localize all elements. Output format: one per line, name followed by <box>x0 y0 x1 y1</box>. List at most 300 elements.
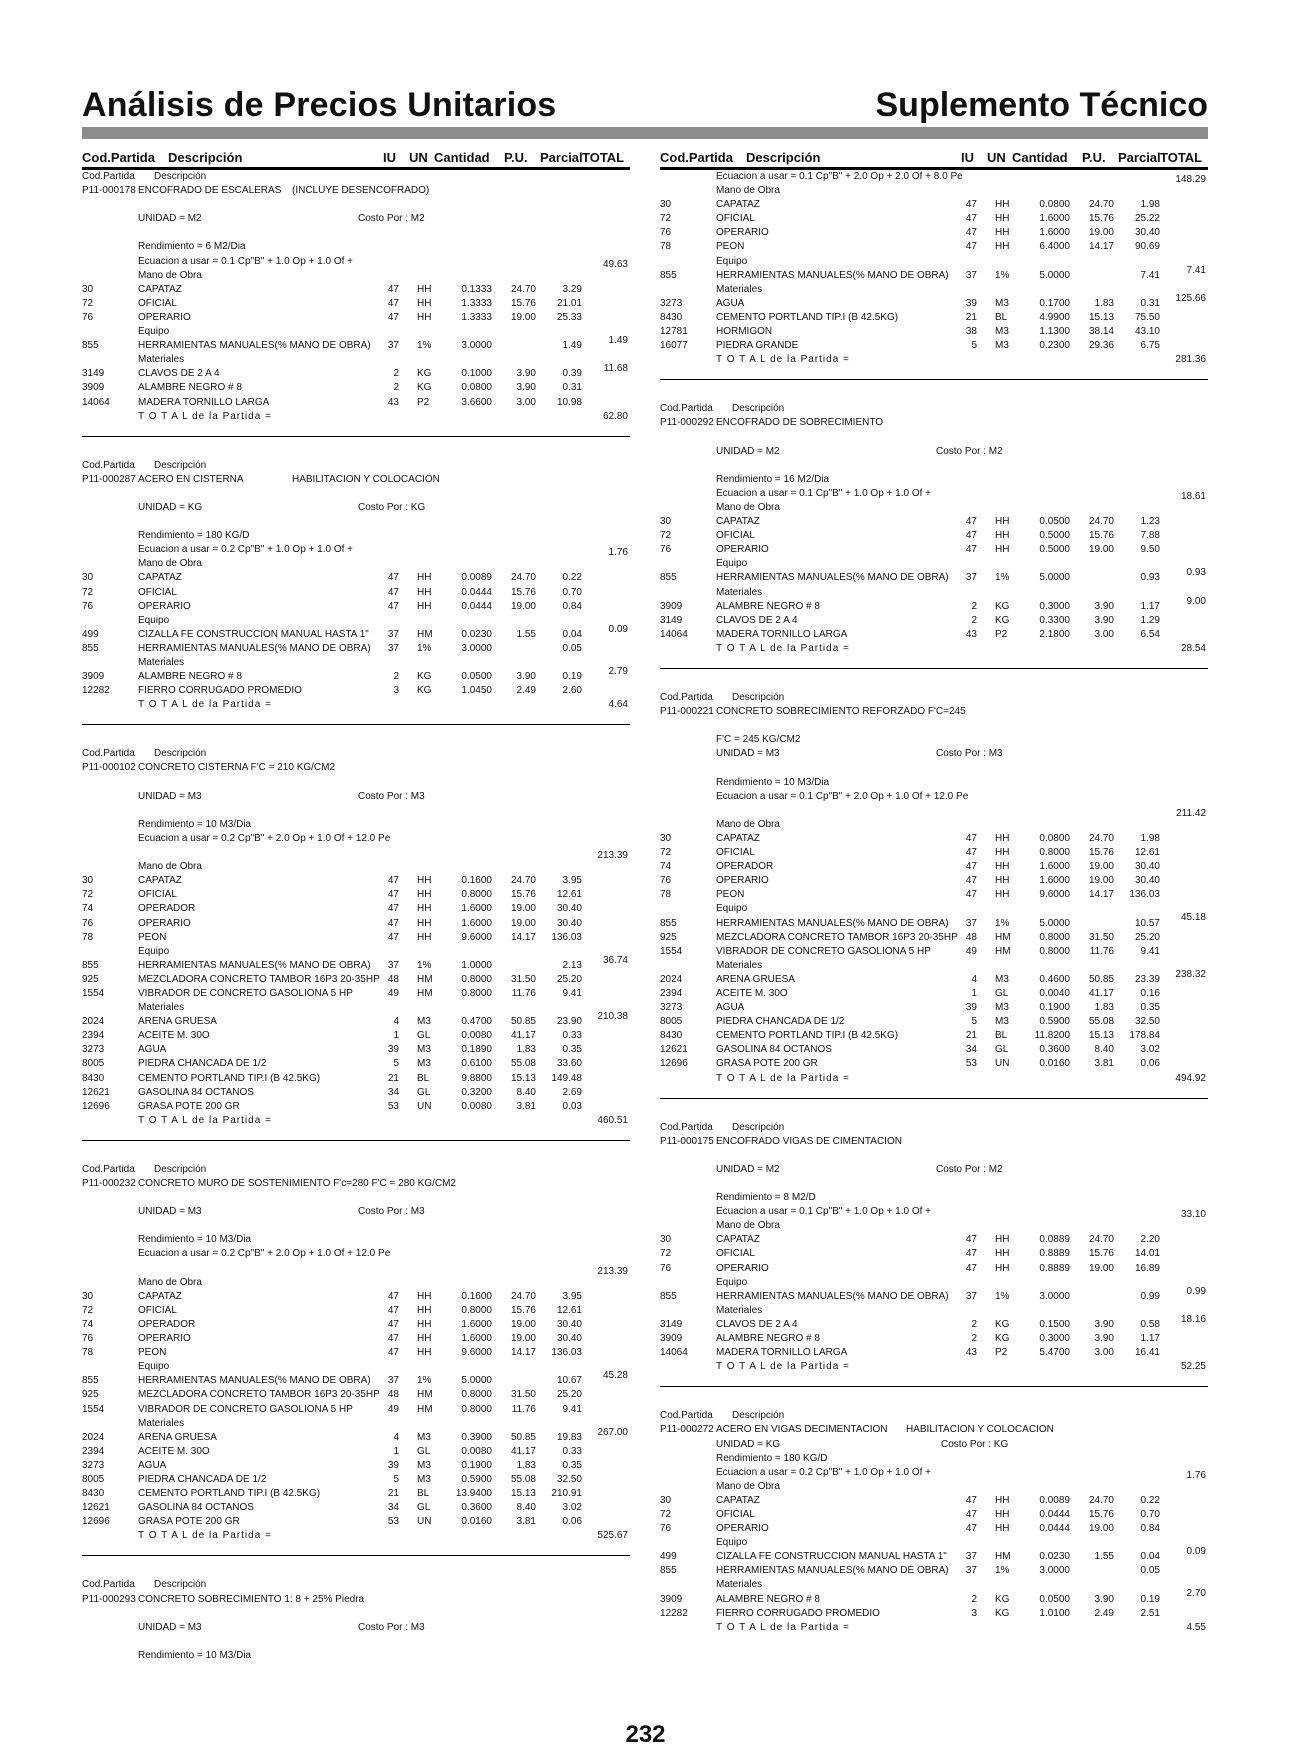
item-row <box>660 515 1208 529</box>
rendimiento-line <box>82 240 630 254</box>
section-label: Materiales <box>138 657 185 668</box>
item-unit-price: 31.50 <box>1088 931 1114 943</box>
item-quantity: 0.0500 <box>1039 1593 1070 1605</box>
item-code: 1554 <box>82 1403 105 1415</box>
item-description: HERRAMIENTAS MANUALES(% MANO DE OBRA) <box>716 572 949 584</box>
item-code: 12621 <box>82 1086 110 1098</box>
item-iu: 39 <box>387 1044 399 1056</box>
item-description: OPERARIO <box>716 1262 769 1274</box>
item-unit: 1% <box>417 959 432 971</box>
partida-block <box>82 747 630 1141</box>
item-partial: 178.84 <box>1129 1030 1160 1042</box>
item-iu: 47 <box>965 544 977 556</box>
item-unit-price: 15.76 <box>1088 530 1114 542</box>
item-description: GASOLINA 84 OCTANOS <box>138 1502 254 1514</box>
item-code: 72 <box>82 586 94 598</box>
item-iu: 47 <box>965 1494 977 1506</box>
spacer <box>660 1177 1208 1191</box>
item-partial: 1.98 <box>1140 832 1160 844</box>
item-unit: M3 <box>995 973 1009 985</box>
partida-name: CONCRETO MURO DE SOSTENIMIENTO F'c=280 F'C = 280 KG/CM2 <box>138 1178 456 1189</box>
spacer <box>82 846 630 860</box>
spacer <box>660 431 1208 445</box>
rendimiento-text: Ecuacion a usar = 0.1 Cp"B" + 2.0 Op + 2.0 Of + 8.0 Pe <box>716 171 963 182</box>
item-iu: 47 <box>387 1318 399 1330</box>
item-quantity: 0.8000 <box>461 987 492 999</box>
cod-label: Cod.Partida <box>82 171 135 182</box>
item-quantity: 1.6000 <box>1039 861 1070 873</box>
item-unit: 1% <box>995 572 1010 584</box>
item-code: 855 <box>660 1290 677 1302</box>
item-partial: 30.40 <box>556 903 582 915</box>
item-partial: 10.57 <box>1134 917 1160 929</box>
item-description: ACEITE M. 30O <box>138 1030 210 1042</box>
section-label: Materiales <box>138 1417 185 1429</box>
item-row <box>82 959 630 973</box>
cod-label: Cod.Partida <box>82 1163 135 1175</box>
spacer <box>660 761 1208 775</box>
partida-total-row <box>660 642 1208 656</box>
item-quantity: 0.3600 <box>461 1502 492 1514</box>
col-parcial-label: Parcial <box>540 150 583 165</box>
item-quantity: 0.8000 <box>461 973 492 985</box>
col-parcial-label: Parcial <box>1118 150 1161 165</box>
item-quantity: 0.0800 <box>1039 832 1070 844</box>
item-unit: GL <box>417 1030 431 1042</box>
rendimiento-text: Ecuacion a usar = 0.2 Cp"B" + 2.0 Op + 1.0 Of + 12.0 Pe <box>138 832 391 844</box>
item-partial: 10.98 <box>556 396 582 408</box>
item-quantity: 0.0160 <box>461 1516 492 1528</box>
item-partial: 1.23 <box>1140 516 1160 528</box>
section-label: Mano de Obra <box>716 185 780 197</box>
item-unit-price: 3.00 <box>1094 1347 1114 1359</box>
item-unit: HH <box>995 832 1010 844</box>
item-row <box>82 1318 630 1332</box>
item-row <box>82 1445 630 1459</box>
item-iu: 37 <box>965 1565 977 1577</box>
item-row <box>660 1001 1208 1015</box>
item-description: ALAMBRE NEGRO # 8 <box>716 600 820 612</box>
item-description: OFICIAL <box>138 297 177 309</box>
item-partial: 0.35 <box>1140 1002 1160 1014</box>
spacer <box>660 719 1208 733</box>
section-label: Materiales <box>138 354 185 366</box>
item-description: CAPATAZ <box>716 1234 760 1246</box>
item-unit: HM <box>417 1389 433 1401</box>
item-description: OPERADOR <box>138 903 196 915</box>
item-code: 76 <box>660 1523 672 1535</box>
item-row <box>660 931 1208 945</box>
section-label: Equipo <box>716 255 748 267</box>
cost-section <box>660 807 1208 903</box>
item-unit-price: 15.13 <box>510 1072 536 1084</box>
partida-title <box>82 473 630 487</box>
cod-label: Cod.Partida <box>660 1121 713 1133</box>
item-description: HORMIGON <box>716 326 773 338</box>
item-unit: GL <box>417 1502 431 1514</box>
item-unit: P2 <box>995 628 1008 640</box>
item-code: 14064 <box>660 1347 688 1359</box>
rendimiento-text: Rendimiento = 10 M3/Dia <box>138 1649 252 1661</box>
item-iu: 47 <box>965 861 977 873</box>
item-code: 3909 <box>82 382 105 394</box>
item-partial: 0.70 <box>562 586 582 598</box>
item-description: AGUA <box>716 1002 745 1014</box>
item-row <box>660 628 1208 642</box>
item-quantity: 0.1000 <box>461 368 492 380</box>
item-code: 855 <box>660 572 677 584</box>
item-quantity: 0.0080 <box>461 1030 492 1042</box>
item-unit: KG <box>995 1607 1010 1619</box>
item-partial: 12.61 <box>556 1304 582 1316</box>
item-row <box>82 1057 630 1071</box>
item-code: 72 <box>660 530 672 542</box>
item-description: OPERADOR <box>138 1318 196 1330</box>
section-total: 213.39 <box>597 1265 628 1277</box>
item-unit-price: 3.90 <box>1094 600 1114 612</box>
item-unit: KG <box>995 1593 1010 1605</box>
item-unit: HH <box>995 530 1010 542</box>
item-quantity: 2.1800 <box>1039 628 1070 640</box>
item-row <box>660 198 1208 212</box>
section-header <box>82 850 630 874</box>
item-code: 2394 <box>82 1445 105 1457</box>
item-row <box>82 874 630 888</box>
item-quantity: 0.0080 <box>461 1100 492 1112</box>
item-unit: M3 <box>995 340 1009 352</box>
partida-total-row <box>82 1529 630 1543</box>
spacer <box>82 1219 630 1233</box>
item-code: 76 <box>82 311 94 323</box>
item-code: 855 <box>660 1565 677 1577</box>
section-label: Mano de Obra <box>716 1220 780 1232</box>
item-unit: HH <box>995 875 1010 887</box>
item-unit: HH <box>995 213 1010 225</box>
item-code: 72 <box>82 889 94 901</box>
item-iu: 4 <box>393 1431 399 1443</box>
item-iu: 38 <box>965 326 977 338</box>
item-description: CEMENTO PORTLAND TIP.I (B 42.5KG) <box>716 311 899 323</box>
item-partial: 10.67 <box>556 1375 582 1387</box>
item-row <box>82 1072 630 1086</box>
section-total: 2.70 <box>1186 1588 1206 1600</box>
item-quantity: 0.5900 <box>461 1473 492 1485</box>
item-partial: 9.41 <box>1140 945 1160 957</box>
item-row <box>82 917 630 931</box>
partida-total-row <box>660 1360 1208 1374</box>
partida-total-row <box>660 1621 1208 1635</box>
item-quantity: 11.8200 <box>1034 1030 1070 1042</box>
item-unit: M3 <box>995 297 1009 309</box>
item-code: 925 <box>660 931 677 943</box>
item-code: 855 <box>660 269 677 281</box>
partida-total: 525.67 <box>597 1530 628 1542</box>
item-description: HERRAMIENTAS MANUALES(% MANO DE OBRA) <box>716 1565 949 1577</box>
item-description: GRASA POTE 200 GR <box>138 1100 240 1112</box>
cost-section <box>82 1360 630 1416</box>
item-unit-price: 19.00 <box>1088 544 1114 556</box>
item-row <box>660 1564 1208 1578</box>
item-partial: 0.33 <box>562 1445 582 1457</box>
section-label: Mano de Obra <box>138 269 202 281</box>
item-unit: 1% <box>417 1375 432 1387</box>
item-iu: 2 <box>393 368 399 380</box>
item-description: AGUA <box>138 1459 167 1471</box>
item-row <box>660 543 1208 557</box>
costo-por: Costo Por : M3 <box>358 1206 425 1218</box>
item-row <box>82 396 630 410</box>
col-un-label: UN <box>409 150 428 165</box>
partida-title <box>82 761 630 775</box>
item-iu: 47 <box>387 1347 399 1359</box>
item-partial: 149.48 <box>551 1072 582 1084</box>
item-description: PIEDRA CHANCADA DE 1/2 <box>138 1473 267 1485</box>
costo-por: Costo Por : KG <box>941 1438 1009 1450</box>
item-description: CEMENTO PORTLAND TIP.I (B 42.5KG) <box>716 1030 899 1042</box>
item-quantity: 0.3600 <box>1039 1044 1070 1056</box>
item-quantity: 0.8000 <box>1039 931 1070 943</box>
item-code: 30 <box>660 199 672 211</box>
item-description: CIZALLA FE CONSTRUCCION MANUAL HASTA 1" <box>716 1551 947 1563</box>
item-iu: 37 <box>965 1551 977 1563</box>
unidad: UNIDAD = M2 <box>716 1163 780 1175</box>
section-label: Mano de Obra <box>138 861 202 873</box>
item-unit-price: 24.70 <box>1088 516 1114 528</box>
item-description: CAPATAZ <box>138 1290 182 1302</box>
item-iu: 5 <box>971 340 977 352</box>
item-row <box>660 1332 1208 1346</box>
item-unit: P2 <box>417 396 430 408</box>
item-unit-price: 14.17 <box>1088 889 1114 901</box>
rendimiento-line <box>82 1233 630 1247</box>
item-quantity: 0.3900 <box>461 1431 492 1443</box>
section-total: 213.39 <box>597 850 628 862</box>
section-label: Materiales <box>716 1579 763 1591</box>
item-description: HERRAMIENTAS MANUALES(% MANO DE OBRA) <box>138 340 371 352</box>
section-total: 1.76 <box>1186 1469 1206 1481</box>
cost-section <box>660 557 1208 585</box>
item-iu: 48 <box>387 973 399 985</box>
item-quantity: 3.0000 <box>461 642 492 654</box>
partida-title <box>660 1423 1208 1437</box>
item-unit: KG <box>995 1318 1010 1330</box>
item-unit: KG <box>417 685 432 697</box>
item-code: 12696 <box>82 1100 110 1112</box>
item-unit: UN <box>995 1058 1010 1070</box>
item-iu: 53 <box>387 1100 399 1112</box>
item-code: 12282 <box>82 685 110 697</box>
item-unit: GL <box>417 1445 431 1457</box>
item-partial: 2.51 <box>1140 1607 1160 1619</box>
item-iu: 4 <box>393 1016 399 1028</box>
item-code: 12781 <box>660 326 688 338</box>
item-unit: 1% <box>995 1290 1010 1302</box>
item-description: OPERARIO <box>716 544 769 556</box>
unidad-line <box>82 1205 630 1219</box>
item-unit-price: 3.00 <box>516 396 536 408</box>
item-unit-price: 31.50 <box>510 1389 536 1401</box>
partida-block <box>660 1409 1208 1635</box>
item-description: MEZCLADORA CONCRETO TAMBOR 16P3 20-35HP <box>716 931 958 943</box>
item-code: 3909 <box>660 600 683 612</box>
item-unit-price: 29.36 <box>1088 340 1114 352</box>
unidad: UNIDAD = M3 <box>138 790 202 802</box>
item-row <box>82 902 630 916</box>
item-partial: 0.19 <box>1140 1593 1160 1605</box>
partida-labels <box>660 691 1208 705</box>
item-unit-price: 11.76 <box>511 987 536 999</box>
item-code: 1554 <box>660 945 683 957</box>
item-row <box>82 1332 630 1346</box>
item-unit-price: 41.17 <box>1088 987 1114 999</box>
item-unit-price: 50.85 <box>510 1016 536 1028</box>
item-description: CAPATAZ <box>716 832 760 844</box>
item-unit-price: 3.90 <box>516 368 536 380</box>
item-row <box>82 339 630 353</box>
item-code: 2024 <box>82 1431 105 1443</box>
item-unit: HH <box>417 1318 432 1330</box>
item-row <box>82 1403 630 1417</box>
item-iu: 47 <box>965 847 977 859</box>
costo-por: Costo Por : M2 <box>936 1163 1003 1175</box>
item-description: OPERARIO <box>138 311 191 323</box>
item-description: PEON <box>716 241 745 253</box>
item-code: 76 <box>660 875 672 887</box>
section-total: 49.63 <box>602 258 628 270</box>
item-quantity: 6.4000 <box>1039 241 1070 253</box>
item-partial: 0.84 <box>1140 1523 1160 1535</box>
item-partial: 210.91 <box>551 1488 582 1500</box>
item-row <box>660 1550 1208 1564</box>
item-unit: HM <box>995 945 1011 957</box>
item-unit-price: 15.13 <box>510 1488 536 1500</box>
item-row <box>660 1346 1208 1360</box>
item-unit: P2 <box>995 1347 1008 1359</box>
item-row <box>82 1487 630 1501</box>
item-row <box>82 670 630 684</box>
item-code: 78 <box>82 1347 94 1359</box>
total-label: T O T A L de la Partida = <box>138 699 272 711</box>
item-unit-price: 3.90 <box>1094 614 1114 626</box>
item-description: VIBRADOR DE CONCRETO GASOLIONA 5 HP <box>716 945 931 957</box>
item-unit: HH <box>995 1234 1010 1246</box>
item-code: 16077 <box>660 340 688 352</box>
item-unit: 1% <box>417 340 432 352</box>
partida-total: 28.54 <box>1180 642 1206 654</box>
item-unit-price: 24.70 <box>1088 1234 1114 1246</box>
item-unit: M3 <box>417 1058 431 1070</box>
item-partial: 7.88 <box>1140 530 1160 542</box>
item-iu: 47 <box>965 1248 977 1260</box>
item-row <box>82 642 630 656</box>
item-quantity: 0.4700 <box>461 1016 492 1028</box>
item-description: VIBRADOR DE CONCRETO GASOLIONA 5 HP <box>138 987 353 999</box>
item-row <box>82 367 630 381</box>
item-quantity: 3.0000 <box>1039 1290 1070 1302</box>
item-description: ARENA GRUESA <box>716 973 795 985</box>
item-code: 30 <box>660 1494 672 1506</box>
partida-block <box>660 170 1208 380</box>
cost-section <box>82 850 630 945</box>
item-unit-price: 11.76 <box>1089 945 1114 957</box>
item-quantity: 0.5000 <box>1039 530 1070 542</box>
item-code: 925 <box>82 973 99 985</box>
partida-title <box>660 705 1208 719</box>
item-code: 12696 <box>660 1058 688 1070</box>
item-unit: HM <box>995 931 1011 943</box>
rendimiento-text: Ecuacion a usar = 0.1 Cp"B" + 1.0 Op + 1.0 Of + <box>716 1206 932 1218</box>
item-row <box>82 283 630 297</box>
cost-section <box>82 614 630 656</box>
item-partial: 3.02 <box>562 1502 582 1514</box>
item-row <box>660 1318 1208 1332</box>
item-description: MEZCLADORA CONCRETO TAMBOR 16P3 20-35HP <box>138 1389 380 1401</box>
rendimiento-line <box>660 170 1208 184</box>
item-description: CAPATAZ <box>138 572 182 584</box>
item-iu: 47 <box>387 1333 399 1345</box>
unidad: UNIDAD = KG <box>716 1438 781 1450</box>
item-partial: 136.03 <box>1129 889 1160 901</box>
item-iu: 47 <box>965 530 977 542</box>
item-iu: 39 <box>387 1459 399 1471</box>
section-total: 0.99 <box>1186 1285 1206 1297</box>
item-unit-price: 19.00 <box>1088 861 1114 873</box>
item-unit: HH <box>417 1304 432 1316</box>
rendimiento-text: Ecuacion a usar = 0.1 Cp"B" + 1.0 Op + 1.0 Of + <box>138 255 354 267</box>
item-unit-price: 2.49 <box>1094 1607 1114 1619</box>
item-partial: 0.19 <box>562 671 582 683</box>
item-row <box>82 1043 630 1057</box>
item-iu: 37 <box>965 917 977 929</box>
costo-por: Costo Por : M3 <box>936 748 1003 760</box>
item-unit-price: 24.70 <box>510 572 536 584</box>
item-quantity: 5.0000 <box>1039 269 1070 281</box>
item-unit-price: 19.00 <box>510 600 536 612</box>
section-label: Materiales <box>138 1002 185 1014</box>
partida-block <box>82 170 630 437</box>
item-code: 3273 <box>82 1459 105 1471</box>
section-header <box>82 1265 630 1290</box>
item-unit: HH <box>995 889 1010 901</box>
item-description: ALAMBRE NEGRO # 8 <box>716 1333 820 1345</box>
item-quantity: 0.0444 <box>1039 1508 1070 1520</box>
rendimiento-line <box>660 776 1208 790</box>
section-total: 33.10 <box>1180 1209 1206 1221</box>
item-partial: 1.49 <box>562 340 582 352</box>
item-partial: 0.99 <box>1140 1290 1160 1302</box>
item-partial: 0.05 <box>562 642 582 654</box>
item-unit: HH <box>417 917 432 929</box>
item-quantity: 0.0444 <box>461 600 492 612</box>
item-description: OPERARIO <box>138 1333 191 1345</box>
item-description: OPERARIO <box>138 600 191 612</box>
partida-name: ACERO EN CISTERNA <box>138 473 244 485</box>
cod-label: Cod.Partida <box>660 403 713 415</box>
costo-por: Costo Por : M3 <box>358 1621 425 1633</box>
item-iu: 47 <box>965 889 977 901</box>
item-unit: HH <box>417 889 432 901</box>
item-partial: 32.50 <box>1134 1016 1160 1028</box>
item-description: VIBRADOR DE CONCRETO GASOLIONA 5 HP <box>138 1403 353 1415</box>
divider <box>660 668 1208 669</box>
costo-por: Costo Por : KG <box>358 501 426 513</box>
item-code: 3149 <box>82 368 105 380</box>
item-partial: 136.03 <box>551 1347 582 1359</box>
item-unit: BL <box>995 311 1008 323</box>
item-unit-price: 19.00 <box>510 311 536 323</box>
item-row <box>82 571 630 585</box>
rendimiento-text: Rendimiento = 10 M3/Dia <box>138 1234 252 1246</box>
